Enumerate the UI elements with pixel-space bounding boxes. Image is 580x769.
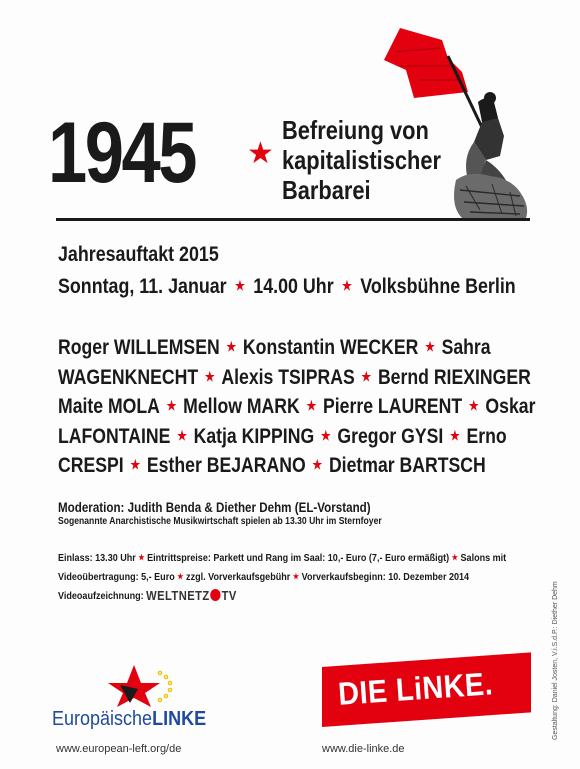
star-separator-icon: ★: [449, 427, 460, 443]
gebuehr-text: zzgl. Vorverkaufsgebühr: [186, 571, 291, 583]
star-separator-icon: ★: [166, 398, 177, 413]
speaker-name: Katja KIPPING: [193, 424, 315, 448]
star-separator-icon: ★: [177, 427, 187, 443]
red-star-icon: ★: [247, 137, 274, 170]
einlass-text: Einlass: 13.30 Uhr: [58, 552, 136, 564]
slogan-line-2: kapitalistischer: [282, 145, 442, 175]
european-left-url[interactable]: www.european-left.org/de: [56, 743, 182, 755]
slogan-line-1: Befreiung von: [282, 115, 429, 145]
speaker-name: Sahra: [441, 336, 491, 359]
speaker-name: Alexis TSIPRAS: [221, 365, 355, 389]
star-separator-icon: ★: [177, 572, 184, 581]
star-separator-icon: ★: [204, 368, 215, 384]
header-divider: [56, 218, 530, 221]
speaker-name: Bernd RIEXINGER: [377, 365, 531, 389]
speaker-name: Konstantin WECKER: [242, 336, 419, 359]
star-separator-icon: ★: [306, 398, 317, 413]
star-separator-icon: ★: [226, 339, 237, 354]
flag-bearer-illustration: [370, 10, 565, 220]
speaker-name: Dietmar BARTSCH: [328, 454, 486, 477]
speaker-name: Mellow MARK: [183, 395, 300, 418]
speaker-name: Maite MOLA: [58, 395, 160, 418]
star-separator-icon: ★: [451, 553, 458, 562]
european-left-wordmark: EuropäischeLINKE: [52, 708, 207, 730]
moderation-line: Moderation: Judith Benda & Diether Dehm (EL-Vorstand): [58, 500, 371, 515]
aufzeichnung-text: Videoaufzeichnung:: [58, 590, 144, 602]
slogan-line-3: Barbarei: [282, 175, 371, 205]
speaker-name: Pierre LAURENT: [323, 395, 463, 418]
star-separator-icon: ★: [292, 572, 300, 581]
speaker-line: [58, 392, 536, 422]
info-line-1: [58, 549, 506, 568]
design-credit: Gestaltung: Daniel Josten, V.i.S.d.P.: Diether Dehm: [552, 581, 559, 740]
speaker-name: Erno: [466, 424, 507, 448]
speaker-line: [58, 422, 528, 452]
eintritt-text: Eintrittspreise: Parkett und Rang im Saal: 10,- Euro (7,- Euro ermäßigt): [147, 552, 450, 564]
event-time: 14.00 Uhr: [253, 275, 334, 298]
speaker-name: Esther BEJARANO: [146, 454, 306, 477]
star-separator-icon: ★: [361, 368, 372, 384]
red-dot-icon: [210, 589, 220, 601]
event-details: [58, 275, 516, 301]
event-venue: Volksbühne Berlin: [360, 275, 516, 298]
speaker-list: [58, 333, 536, 481]
star-separator-icon: ★: [468, 398, 479, 413]
music-note: Sogenannte Anarchistische Musikwirtschaft spielen ab 13.30 Uhr im Sternfoyer: [58, 516, 382, 527]
star-separator-icon: ★: [320, 427, 331, 443]
ticket-info: [58, 549, 506, 605]
star-separator-icon: ★: [342, 278, 352, 293]
weltnetz-logo: WELTNETZ TV: [146, 588, 237, 604]
year-heading: 1945: [48, 105, 196, 201]
speaker-name: Gregor GYSI: [337, 424, 444, 448]
die-linke-wordmark: DIE LiNKE.: [337, 665, 495, 712]
european-left-star-icon: [100, 663, 180, 707]
speaker-name: CRESPI: [58, 454, 124, 477]
vorverkauf-text: Vorverkaufsbeginn: 10. Dezember 2014: [301, 571, 470, 583]
salons-text: Salons mit: [460, 552, 507, 564]
info-line-2: [58, 568, 506, 587]
star-separator-icon: ★: [130, 457, 141, 472]
speaker-name: WAGENKNECHT: [58, 365, 199, 389]
event-title: Jahresauftakt 2015: [58, 243, 219, 266]
speaker-name: Roger WILLEMSEN: [58, 336, 220, 359]
speaker-line: [58, 363, 531, 393]
info-line-3: [58, 587, 506, 605]
star-separator-icon: ★: [425, 339, 435, 354]
speaker-line: [58, 333, 528, 363]
video-uebertragung-text: Videoübertragung: 5,- Euro: [58, 571, 175, 583]
event-date: Sonntag, 11. Januar: [58, 275, 227, 298]
star-separator-icon: ★: [312, 457, 323, 472]
speaker-name: Oskar: [485, 395, 536, 418]
speaker-line: [58, 451, 528, 481]
die-linke-url[interactable]: www.die-linke.de: [322, 743, 405, 755]
speaker-name: LAFONTAINE: [58, 424, 171, 448]
star-separator-icon: ★: [138, 553, 145, 562]
star-separator-icon: ★: [235, 278, 245, 293]
